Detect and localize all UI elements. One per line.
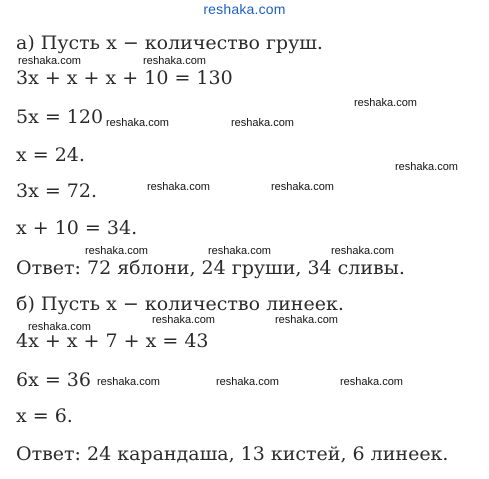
watermark: reshaka.com bbox=[28, 321, 91, 333]
part-a-line-1: 3x + x + x + 10 = 130 bbox=[16, 67, 233, 89]
watermark: reshaka.com bbox=[143, 55, 206, 67]
watermark: reshaka.com bbox=[97, 376, 160, 388]
watermark: reshaka.com bbox=[106, 117, 169, 129]
part-a-answer: Ответ: 72 яблони, 24 груши, 34 сливы. bbox=[16, 257, 405, 279]
watermark-header: reshaka.com bbox=[203, 1, 286, 17]
watermark: reshaka.com bbox=[147, 181, 210, 193]
part-b-heading: б) Пусть x − количество линеек. bbox=[16, 293, 344, 315]
watermark: reshaka.com bbox=[152, 314, 215, 326]
watermark: reshaka.com bbox=[208, 245, 271, 257]
watermark: reshaka.com bbox=[395, 161, 458, 173]
watermark: reshaka.com bbox=[331, 245, 394, 257]
part-a-heading: а) Пусть x − количество груш. bbox=[16, 32, 323, 54]
watermark: reshaka.com bbox=[354, 97, 417, 109]
watermark: reshaka.com bbox=[275, 314, 338, 326]
watermark: reshaka.com bbox=[231, 117, 294, 129]
part-b-answer: Ответ: 24 карандаша, 13 кистей, 6 линеек. bbox=[16, 443, 449, 465]
part-a-line-4: 3x = 72. bbox=[16, 180, 98, 202]
watermark: reshaka.com bbox=[216, 376, 279, 388]
part-a-line-2: 5x = 120 bbox=[16, 106, 104, 128]
part-b-line-3: x = 6. bbox=[16, 405, 73, 427]
part-a-line-5: x + 10 = 34. bbox=[16, 217, 138, 239]
watermark: reshaka.com bbox=[85, 245, 148, 257]
part-a-line-3: x = 24. bbox=[16, 144, 85, 166]
watermark: reshaka.com bbox=[18, 55, 81, 67]
watermark: reshaka.com bbox=[271, 181, 334, 193]
part-b-line-1: 4x + x + 7 + x = 43 bbox=[16, 330, 209, 352]
part-b-line-2: 6x = 36 bbox=[16, 369, 91, 391]
watermark: reshaka.com bbox=[340, 376, 403, 388]
